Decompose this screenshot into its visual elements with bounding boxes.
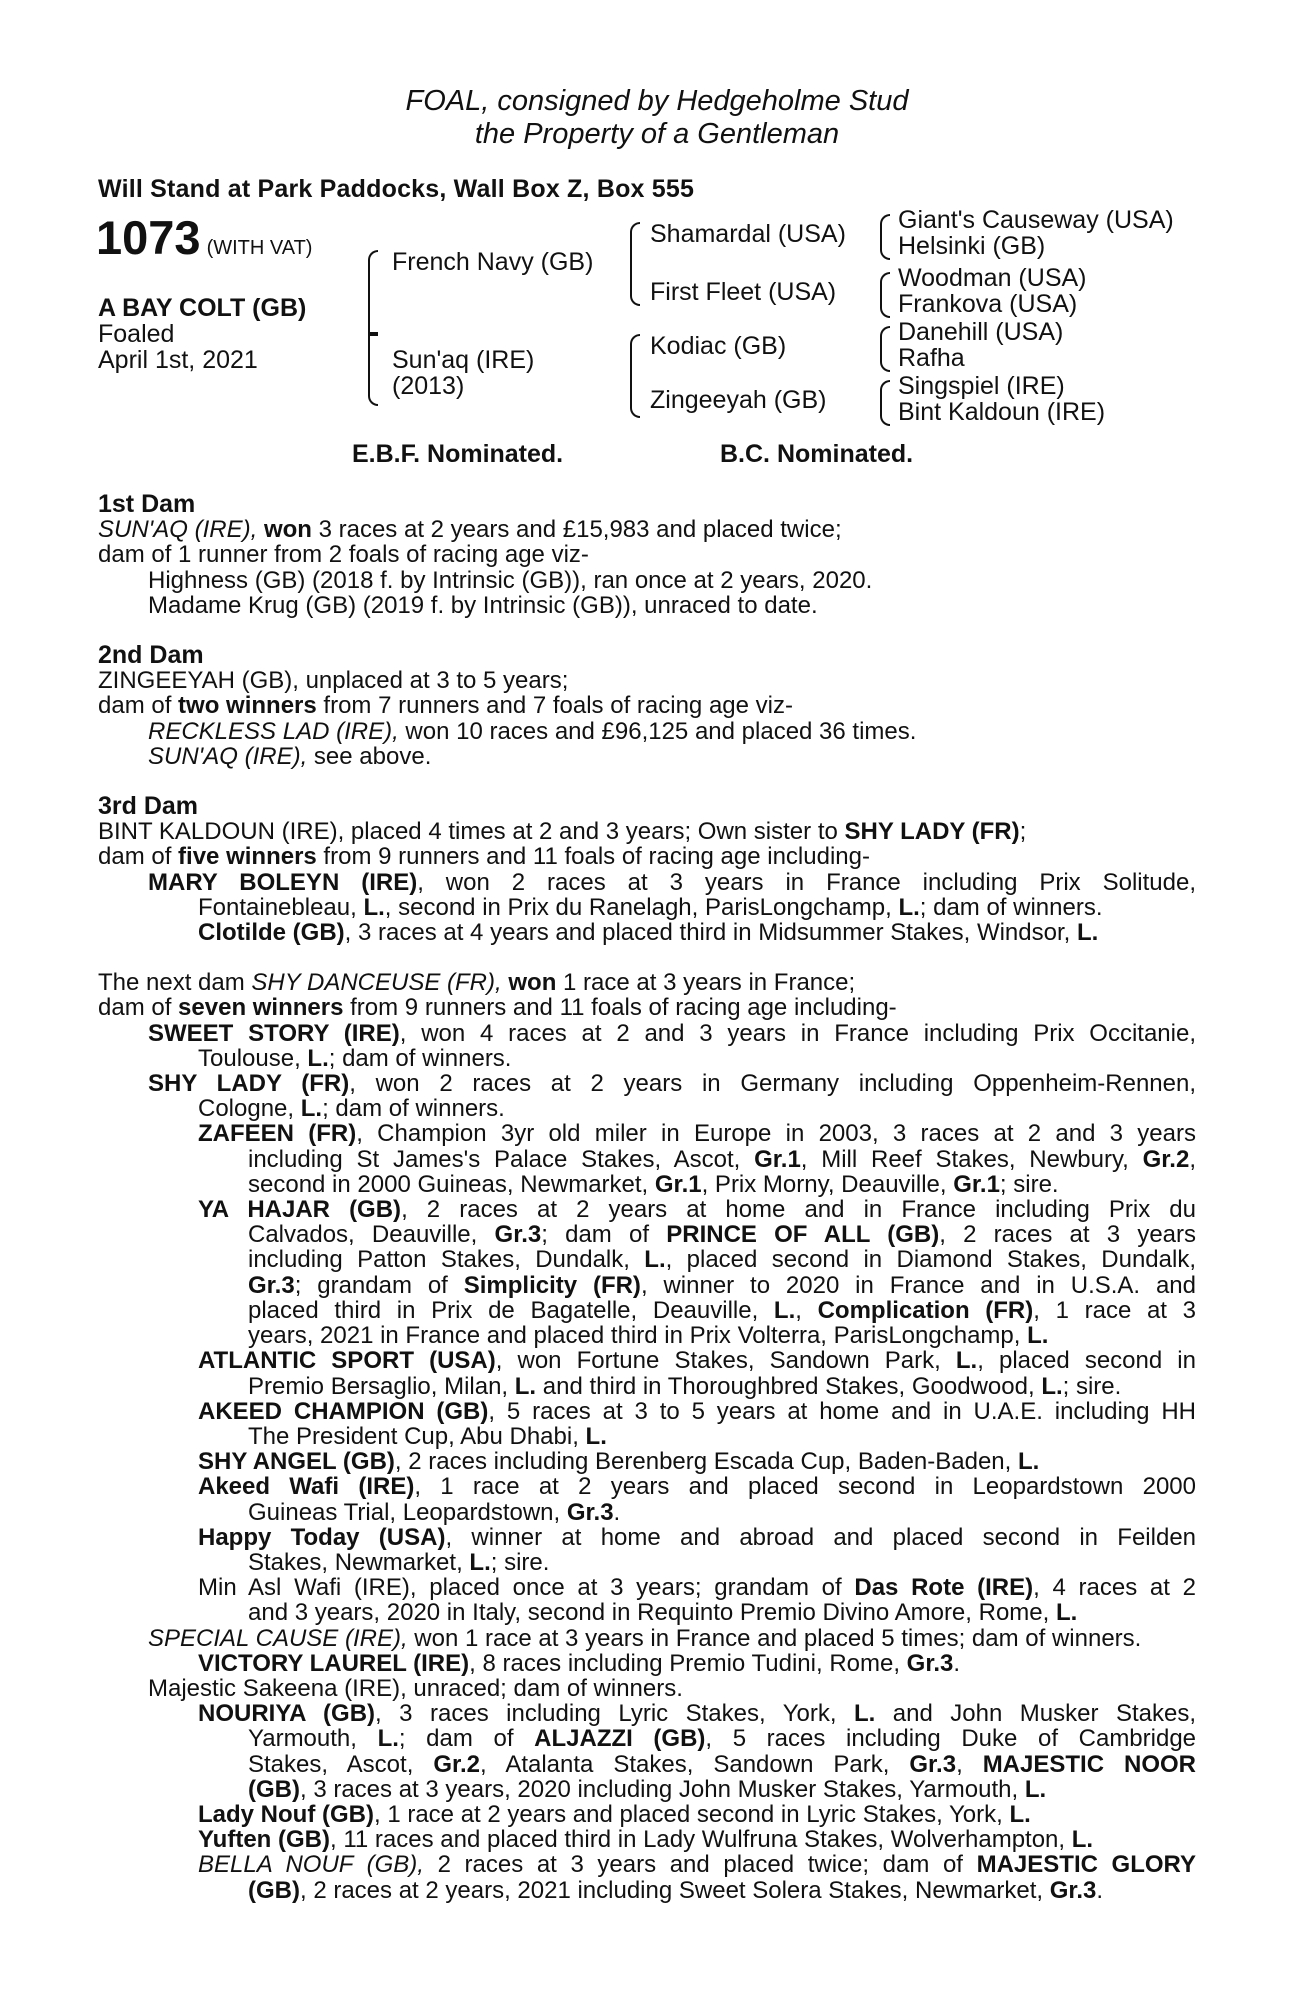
brace-g3 bbox=[880, 326, 890, 372]
pedigree-sire: French Navy (GB) bbox=[392, 248, 594, 276]
progeny-item: YA HAJAR (GB), 2 races at 2 years at home and in France including Prix du bbox=[198, 1196, 1196, 1224]
progeny-item: Lady Nouf (GB), 1 race at 2 years and placed second in Lyric Stakes, York, L. bbox=[198, 1800, 1031, 1828]
first-dam-line: SUN'AQ (IRE), won 3 races at 2 years and £15,983 and placed twice; bbox=[98, 516, 842, 544]
pedigree-sire-sire: Shamardal (USA) bbox=[650, 220, 846, 248]
progeny-item-cont: Premio Bersaglio, Milan, L. and third in Thoroughbred Stakes, Goodwood, L.; sire. bbox=[248, 1372, 1122, 1400]
pedigree-g6: Rafha bbox=[898, 344, 965, 372]
produce-record bbox=[98, 492, 1196, 1903]
brace-g4 bbox=[880, 380, 890, 426]
pedigree-g4: Frankova (USA) bbox=[898, 290, 1078, 318]
progeny-item-cont: Stakes, Ascot, Gr.2, Atalanta Stakes, Sandown Park, Gr.3, MAJESTIC NOOR bbox=[248, 1750, 1196, 1778]
brace-dam-parents bbox=[630, 334, 640, 418]
stand-location: Will Stand at Park Paddocks, Wall Box Z, Box 555 bbox=[98, 175, 695, 203]
foaled-label: Foaled bbox=[98, 320, 175, 348]
progeny-item: Happy Today (USA), winner at home and abroad and placed second in Feilden bbox=[198, 1523, 1197, 1551]
pedigree-sire-dam: First Fleet (USA) bbox=[650, 278, 837, 306]
third-dam-title: 3rd Dam bbox=[98, 792, 199, 821]
progeny-item-cont: including Patton Stakes, Dundalk, L., placed second in Diamond Stakes, Dundalk, bbox=[248, 1246, 1196, 1274]
pedigree-g3: Woodman (USA) bbox=[898, 264, 1087, 292]
progeny-item: Madame Krug (GB) (2019 f. by Intrinsic (GB)), unraced to date. bbox=[148, 591, 818, 619]
progeny-item: Highness (GB) (2018 f. by Intrinsic (GB)), ran once at 2 years, 2020. bbox=[148, 566, 873, 594]
progeny-item: VICTORY LAUREL (IRE), 8 races including Premio Tudini, Rome, Gr.3. bbox=[198, 1649, 961, 1677]
pedigree-dam: Sun'aq (IRE) bbox=[392, 346, 535, 374]
lot-number-value: 1073 bbox=[96, 211, 201, 264]
next-dam-line: The next dam SHY DANCEUSE (FR), won 1 race at 3 years in France; bbox=[98, 969, 856, 997]
pedigree-dam-sire: Kodiac (GB) bbox=[650, 332, 787, 360]
progeny-item-cont: The President Cup, Abu Dhabi, L. bbox=[248, 1422, 607, 1450]
pedigree-g8: Bint Kaldoun (IRE) bbox=[898, 398, 1106, 426]
second-dam-title: 2nd Dam bbox=[98, 641, 204, 670]
progeny-item-cont: Fontainebleau, L., second in Prix du Ranelagh, ParisLongchamp, L.; dam of winners. bbox=[198, 893, 1103, 921]
progeny-item-cont: years, 2021 in France and placed third in Prix Volterra, ParisLongchamp, L. bbox=[248, 1322, 1049, 1350]
progeny-item-cont: Toulouse, L.; dam of winners. bbox=[198, 1044, 512, 1072]
consignor-subline: the Property of a Gentleman bbox=[474, 118, 840, 150]
lot-number bbox=[96, 210, 312, 265]
brace-sire-dam-top bbox=[368, 250, 378, 336]
third-dam-line: BINT KALDOUN (IRE), placed 4 times at 2 and 3 years; Own sister to SHY LADY (FR); bbox=[98, 818, 1027, 846]
bc-nomination: B.C. Nominated. bbox=[720, 440, 914, 468]
progeny-item-cont: second in 2000 Guineas, Newmarket, Gr.1, Prix Morny, Deauville, Gr.1; sire. bbox=[248, 1170, 1059, 1198]
progeny-item-cont: Stakes, Newmarket, L.; sire. bbox=[248, 1548, 550, 1576]
second-dam-produce-intro: dam of two winners from 7 runners and 7 foals of racing age viz- bbox=[98, 692, 793, 720]
progeny-item: BELLA NOUF (GB), 2 races at 3 years and placed twice; dam of MAJESTIC GLORY bbox=[198, 1851, 1196, 1879]
progeny-item-cont: (GB), 3 races at 3 years, 2020 including John Musker Stakes, Yarmouth, L. bbox=[248, 1775, 1047, 1803]
brace-g2 bbox=[880, 272, 890, 318]
progeny-item: Yuften (GB), 11 races and placed third in Lady Wulfruna Stakes, Wolverhampton, L. bbox=[198, 1826, 1094, 1854]
progeny-item: Clotilde (GB), 3 races at 4 years and placed third in Midsummer Stakes, Windsor, L. bbox=[198, 919, 1099, 947]
progeny-item: Akeed Wafi (IRE), 1 race at 2 years and placed second in Leopardstown 2000 bbox=[198, 1473, 1196, 1501]
progeny-item-cont: Calvados, Deauville, Gr.3; dam of PRINCE OF ALL (GB), 2 races at 3 years bbox=[248, 1221, 1197, 1249]
next-dam-produce-intro: dam of seven winners from 9 runners and 11 foals of racing age including- bbox=[98, 994, 897, 1022]
progeny-item-cont: placed third in Prix de Bagatelle, Deauville, L., Complication (FR), 1 race at 3 bbox=[248, 1296, 1196, 1324]
progeny-item: ZAFEEN (FR), Champion 3yr old miler in Europe in 2003, 3 races at 2 and 3 years bbox=[198, 1120, 1196, 1148]
progeny-item: SPECIAL CAUSE (IRE), won 1 race at 3 years in France and placed 5 times; dam of winners. bbox=[148, 1624, 1142, 1652]
progeny-item-cont: Cologne, L.; dam of winners. bbox=[198, 1095, 505, 1123]
progeny-item-cont: including St James's Palace Stakes, Ascot, Gr.1, Mill Reef Stakes, Newbury, Gr.2, bbox=[248, 1145, 1196, 1173]
consignor-line: FOAL, consigned by Hedgeholme Stud bbox=[405, 85, 909, 117]
progeny-item-cont: Guineas Trial, Leopardstown, Gr.3. bbox=[248, 1498, 621, 1526]
pedigree-dam-year: (2013) bbox=[392, 372, 465, 400]
progeny-item-cont: (GB), 2 races at 2 years, 2021 including Sweet Solera Stakes, Newmarket, Gr.3. bbox=[248, 1876, 1104, 1904]
pedigree-g7: Singspiel (IRE) bbox=[898, 372, 1065, 400]
progeny-item: SWEET STORY (IRE), won 4 races at 2 and 3 years in France including Prix Occitanie, bbox=[148, 1019, 1196, 1047]
pedigree-g1: Giant's Causeway (USA) bbox=[898, 206, 1174, 234]
progeny-item: SHY LADY (FR), won 2 races at 2 years in Germany including Oppenheim-Rennen, bbox=[148, 1070, 1197, 1098]
progeny-item: SHY ANGEL (GB), 2 races including Berenberg Escada Cup, Baden-Baden, L. bbox=[198, 1448, 1040, 1476]
brace-sire-dam-bottom bbox=[368, 332, 378, 406]
progeny-item: ATLANTIC SPORT (USA), won Fortune Stakes, Sandown Park, L., placed second in bbox=[198, 1347, 1196, 1375]
progeny-item: SUN'AQ (IRE), see above. bbox=[148, 742, 432, 770]
second-dam-line: ZINGEEYAH (GB), unplaced at 3 to 5 years; bbox=[98, 667, 569, 695]
brace-sire-parents bbox=[630, 222, 640, 306]
progeny-item: AKEED CHAMPION (GB), 5 races at 3 to 5 years at home and in U.A.E. including HH bbox=[198, 1397, 1196, 1425]
progeny-item: RECKLESS LAD (IRE), won 10 races and £96,125 and placed 36 times. bbox=[148, 717, 917, 745]
horse-description: A BAY COLT (GB) bbox=[98, 294, 307, 322]
third-dam-produce-intro: dam of five winners from 9 runners and 11 foals of racing age including- bbox=[98, 843, 870, 871]
progeny-item-cont: and 3 years, 2020 in Italy, second in Requinto Premio Divino Amore, Rome, L. bbox=[248, 1599, 1078, 1627]
brace-g1 bbox=[880, 214, 890, 260]
vat-label: (WITH VAT) bbox=[206, 237, 313, 259]
first-dam-title: 1st Dam bbox=[98, 490, 196, 518]
pedigree-g5: Danehill (USA) bbox=[898, 318, 1064, 346]
progeny-item: Majestic Sakeena (IRE), unraced; dam of winners. bbox=[148, 1674, 683, 1702]
foaled-date: April 1st, 2021 bbox=[98, 346, 258, 374]
progeny-item-cont: Gr.3; grandam of Simplicity (FR), winner to 2020 in France and in U.S.A. and bbox=[248, 1271, 1196, 1299]
pedigree-dam-dam: Zingeeyah (GB) bbox=[650, 386, 827, 414]
pedigree-g2: Helsinki (GB) bbox=[898, 232, 1046, 260]
ebf-nomination: E.B.F. Nominated. bbox=[352, 440, 564, 468]
progeny-item: MARY BOLEYN (IRE), won 2 races at 3 years in France including Prix Solitude, bbox=[148, 868, 1197, 896]
first-dam-produce-intro: dam of 1 runner from 2 foals of racing age viz- bbox=[98, 541, 589, 569]
progeny-item-cont: Yarmouth, L.; dam of ALJAZZI (GB), 5 races including Duke of Cambridge bbox=[248, 1725, 1197, 1753]
progeny-item: Min Asl Wafi (IRE), placed once at 3 years; grandam of Das Rote (IRE), 4 races at 2 bbox=[198, 1574, 1196, 1602]
progeny-item: NOURIYA (GB), 3 races including Lyric Stakes, York, L. and John Musker Stakes, bbox=[198, 1700, 1197, 1728]
